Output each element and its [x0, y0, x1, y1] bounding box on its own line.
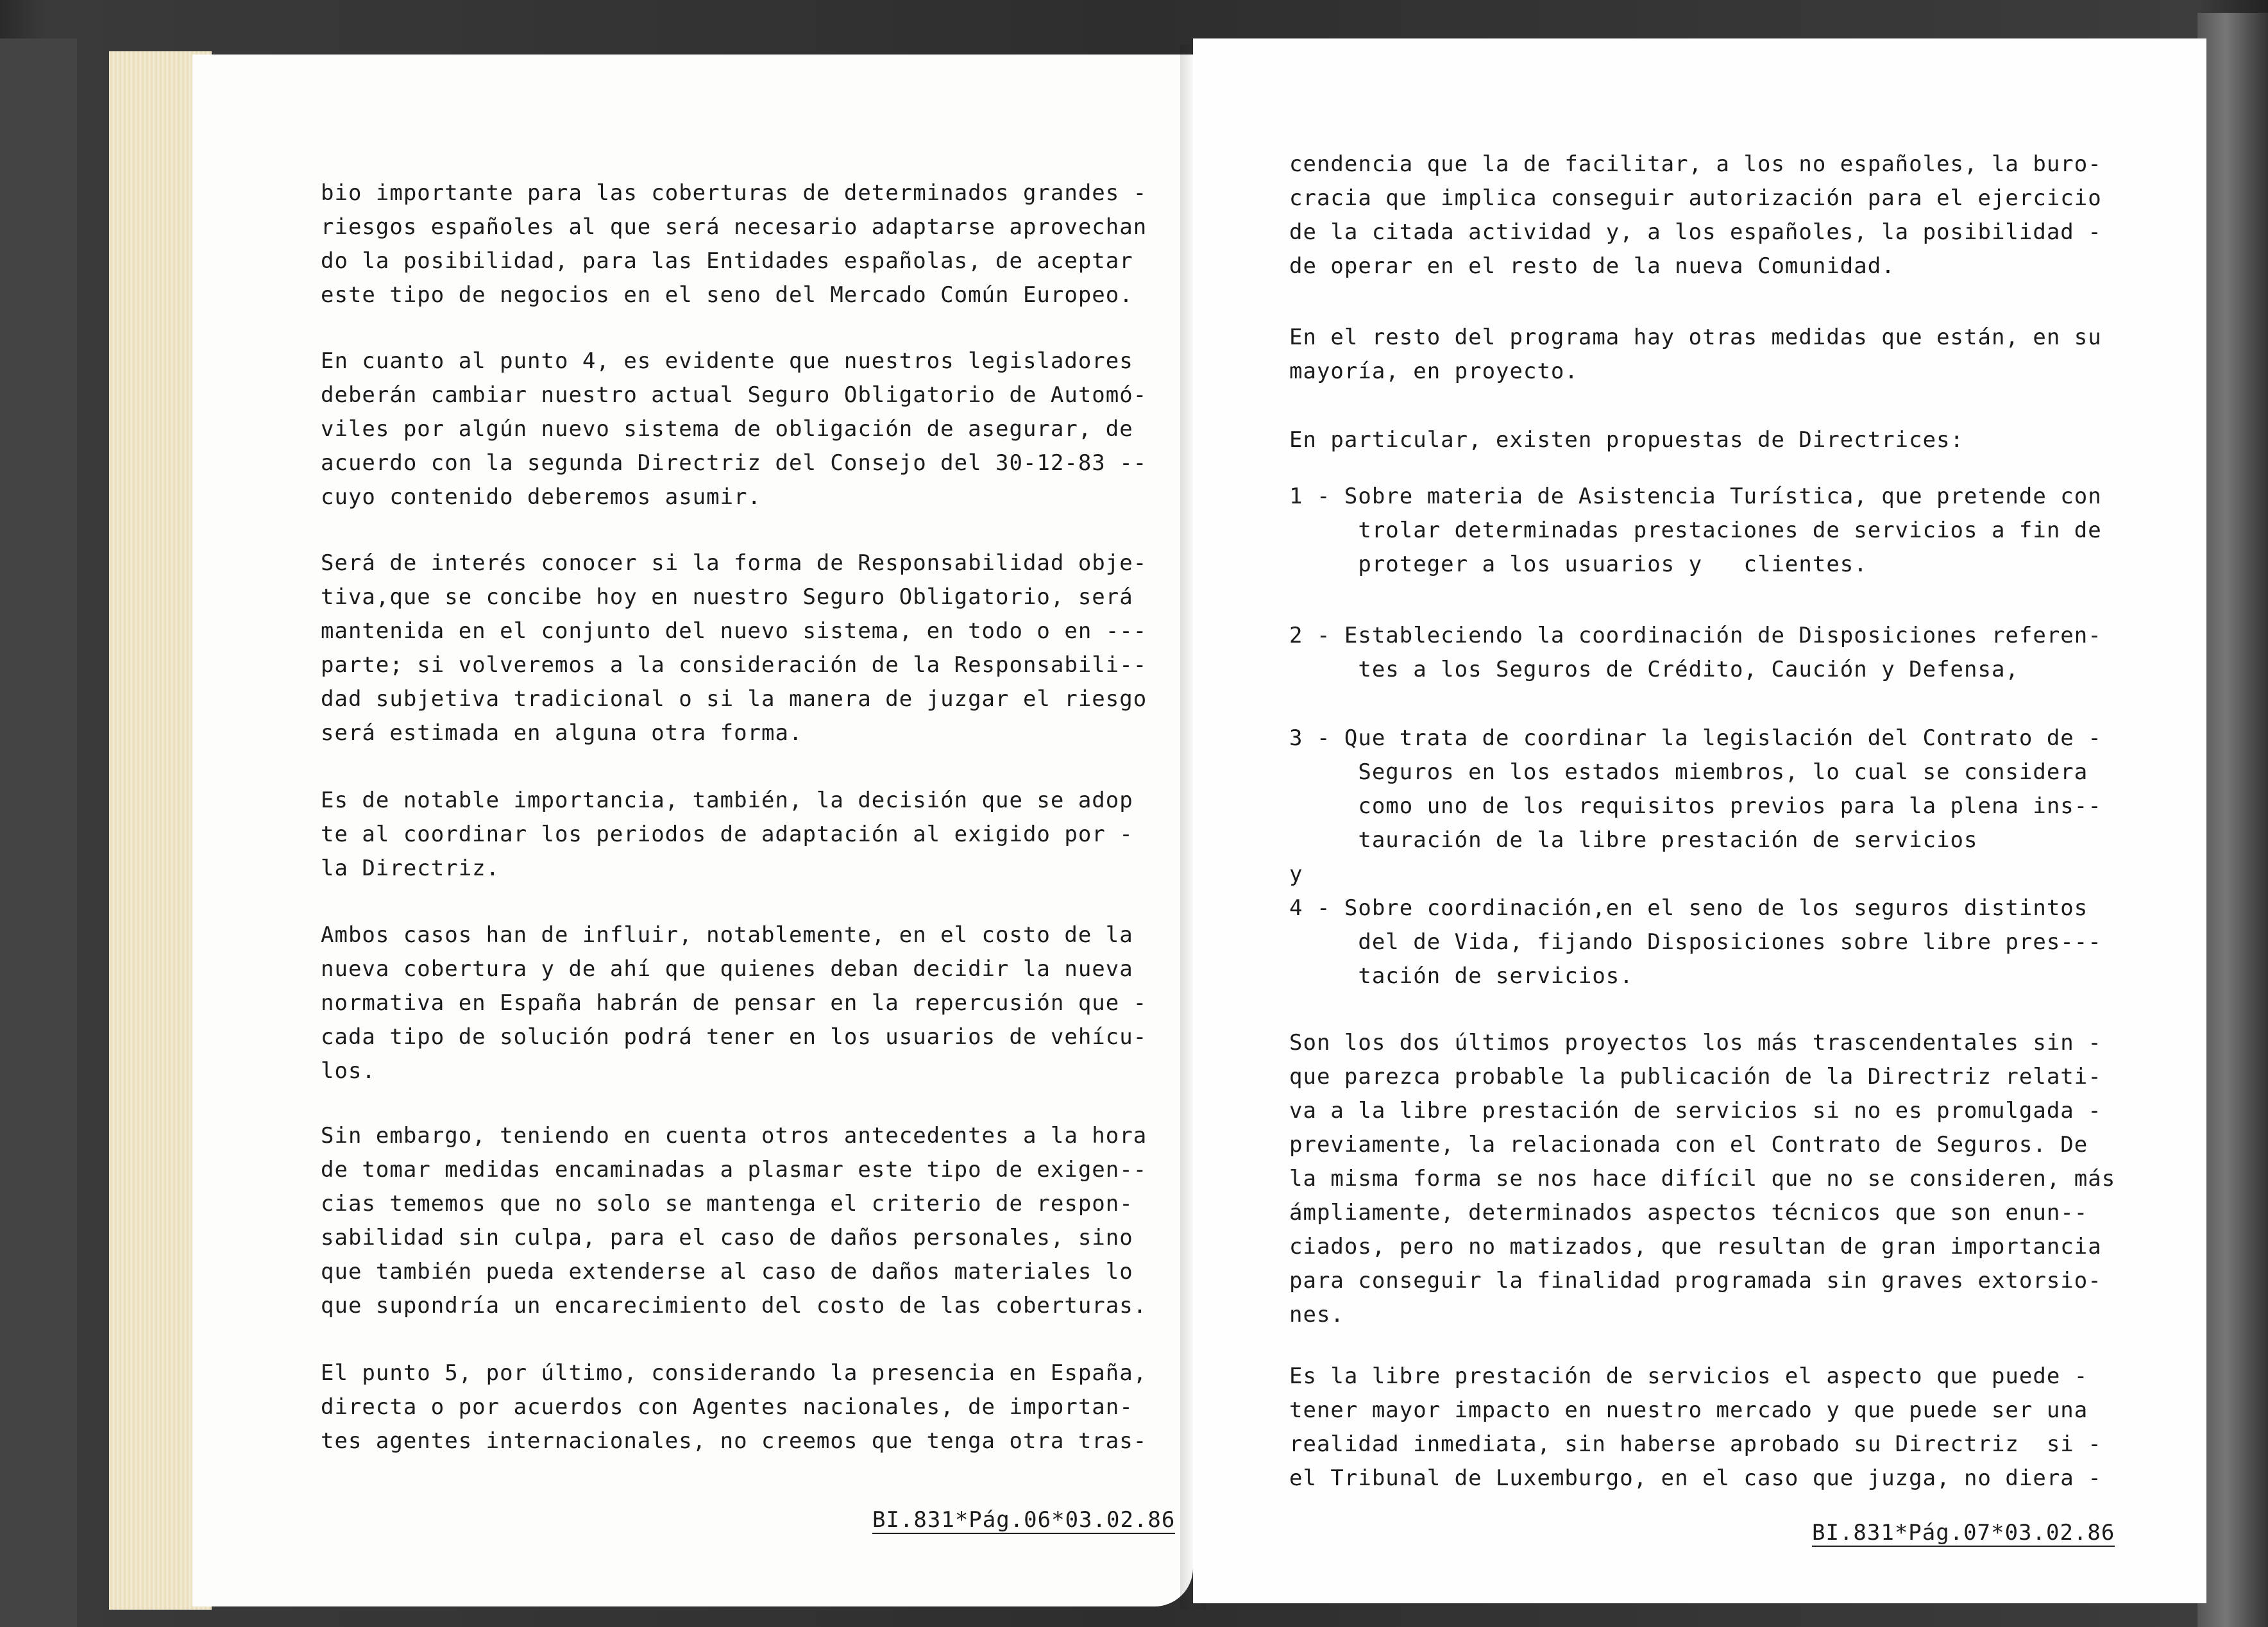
text-line: el Tribunal de Luxemburgo, en el caso que juzga, no diera -: [1289, 1465, 2102, 1491]
text-line: normativa en España habrán de pensar en la repercusión que -: [321, 990, 1147, 1016]
text-line: 2 - Estableciendo la coordinación de Disposiciones referen-: [1289, 623, 2102, 648]
text-line: la Directriz.: [321, 856, 500, 881]
text-line: Seguros en los estados miembros, lo cual se considera: [1289, 759, 2088, 785]
paragraph: [1289, 1360, 2102, 1496]
text-line: mayoría, en proyecto.: [1289, 358, 1578, 384]
text-line: El punto 5, por último, considerando la presencia en España,: [321, 1360, 1147, 1386]
text-line: parte; si volveremos a la consideración de la Responsabili--: [321, 652, 1147, 678]
text-line: de la citada actividad y, a los españoles, la posibilidad -: [1289, 219, 2102, 245]
paragraph: [321, 176, 1147, 312]
text-line: previamente, la relacionada con el Contrato de Seguros. De: [1289, 1132, 2088, 1158]
paragraph: [321, 1356, 1147, 1458]
text-line: tes agentes internacionales, no creemos que tenga otra tras-: [321, 1428, 1147, 1454]
text-line: 1 - Sobre materia de Asistencia Turística, que pretende con: [1289, 484, 2102, 509]
text-line: En particular, existen propuestas de Directrices:: [1289, 427, 1965, 453]
text-line: tener mayor impacto en nuestro mercado y que puede ser una: [1289, 1397, 2088, 1423]
paragraph: [1289, 1026, 2115, 1332]
text-line: En el resto del programa hay otras medidas que están, en su: [1289, 325, 2102, 350]
text-line: cias tememos que no solo se mantenga el criterio de respon-: [321, 1191, 1133, 1217]
text-line: trolar determinadas prestaciones de servicios a fin de: [1289, 518, 2102, 543]
text-line: Es de notable importancia, también, la decisión que se adop: [321, 788, 1133, 813]
text-line: do la posibilidad, para las Entidades españolas, de aceptar: [321, 248, 1133, 274]
text-line: para conseguir la finalidad programada sin graves extorsio-: [1289, 1268, 2102, 1294]
text-line: riesgos españoles al que será necesario adaptarse aprovechan: [321, 214, 1147, 240]
text-line: cracia que implica conseguir autorización para el ejercicio: [1289, 185, 2102, 211]
text-line: de tomar medidas encaminadas a plasmar este tipo de exigen--: [321, 1157, 1147, 1183]
text-line: 3 - Que trata de coordinar la legislación del Contrato de -: [1289, 725, 2102, 751]
text-line: será estimada en alguna otra forma.: [321, 720, 803, 746]
text-line: que parezca probable la publicación de la Directriz relati-: [1289, 1064, 2102, 1090]
text-line: ámpliamente, determinados aspectos técnicos que son enun--: [1289, 1200, 2088, 1226]
text-line: nueva cobertura y de ahí que quienes deban decidir la nueva: [321, 956, 1133, 982]
paragraph: [321, 1119, 1147, 1323]
text-line: nes.: [1289, 1302, 1344, 1328]
page-footer: BI.831*Pág.07*03.02.86: [1812, 1520, 2115, 1546]
text-line: bio importante para las coberturas de determinados grandes -: [321, 180, 1147, 206]
book-cover-left: [0, 38, 77, 1627]
text-line: tación de servicios.: [1289, 963, 1634, 989]
text-line: deberán cambiar nuestro actual Seguro Obligatorio de Automó-: [321, 382, 1147, 408]
text-line: este tipo de negocios en el seno del Mercado Común Europeo.: [321, 282, 1133, 308]
paragraph: [1289, 148, 2102, 283]
text-line: los.: [321, 1058, 376, 1084]
text-line: como uno de los requisitos previos para la plena ins--: [1289, 793, 2102, 819]
text-line: que supondría un encarecimiento del costo de las coberturas.: [321, 1293, 1147, 1319]
text-line: cuyo contenido deberemos asumir.: [321, 484, 762, 510]
text-line: del de Vida, fijando Disposiciones sobre libre pres---: [1289, 929, 2102, 955]
text-line: mantenida en el conjunto del nuevo sistema, en todo o en ---: [321, 618, 1147, 644]
text-line: que también pueda extenderse al caso de daños materiales lo: [321, 1259, 1133, 1285]
text-line: va a la libre prestación de servicios si no es promulgada -: [1289, 1098, 2102, 1124]
book-cover-right: [2197, 13, 2268, 1627]
text-line: la misma forma se nos hace difícil que no se consideren, más: [1289, 1166, 2116, 1192]
list-item: [1289, 480, 2102, 582]
text-line: cada tipo de solución podrá tener en los usuarios de vehícu-: [321, 1024, 1147, 1050]
text-line: Será de interés conocer si la forma de Responsabilidad obje-: [321, 550, 1147, 576]
text-line: cendencia que la de facilitar, a los no españoles, la buro-: [1289, 151, 2102, 177]
text-line: realidad inmediata, sin haberse aprobado su Directriz si -: [1289, 1431, 2102, 1457]
text-line: de operar en el resto de la nueva Comunidad.: [1289, 253, 1895, 279]
text-line: Es la libre prestación de servicios el aspecto que puede -: [1289, 1363, 2088, 1389]
text-line: y: [1289, 861, 1303, 887]
paragraph: [1289, 321, 2102, 389]
text-line: En cuanto al punto 4, es evidente que nuestros legisladores: [321, 348, 1133, 374]
paragraph: [321, 784, 1133, 886]
text-line: proteger a los usuarios y clientes.: [1289, 552, 1868, 577]
text-line: sabilidad sin culpa, para el caso de daños personales, sino: [321, 1225, 1133, 1251]
paragraph: [321, 546, 1147, 750]
paragraph: [321, 918, 1147, 1088]
text-line: Ambos casos han de influir, notablemente, en el costo de la: [321, 922, 1133, 948]
text-line: Sin embargo, teniendo en cuenta otros antecedentes a la hora: [321, 1123, 1147, 1149]
text-line: tes a los Seguros de Crédito, Caución y Defensa,: [1289, 657, 2019, 682]
page-footer: BI.831*Pág.06*03.02.86: [872, 1507, 1176, 1533]
text-line: acuerdo con la segunda Directriz del Consejo del 30-12-83 --: [321, 450, 1147, 476]
list-item: [1289, 619, 2102, 687]
text-line: Son los dos últimos proyectos los más trascendentales sin -: [1289, 1030, 2102, 1056]
text-line: tiva,que se concibe hoy en nuestro Seguro Obligatorio, será: [321, 584, 1133, 610]
text-line: te al coordinar los periodos de adaptación al exigido por -: [321, 822, 1133, 847]
list-item: [1289, 721, 2102, 993]
right-page: [1193, 38, 2206, 1603]
text-line: directa o por acuerdos con Agentes nacionales, de importan-: [321, 1394, 1133, 1420]
text-line: 4 - Sobre coordinación,en el seno de los seguros distintos: [1289, 895, 2088, 921]
text-line: tauración de la libre prestación de servicios: [1289, 827, 1978, 853]
text-line: dad subjetiva tradicional o si la manera de juzgar el riesgo: [321, 686, 1147, 712]
text-line: ciados, pero no matizados, que resultan de gran importancia: [1289, 1234, 2102, 1260]
paragraph: [1289, 423, 1964, 457]
paragraph: [321, 344, 1147, 514]
text-line: viles por algún nuevo sistema de obligación de asegurar, de: [321, 416, 1133, 442]
left-page: [192, 55, 1193, 1606]
